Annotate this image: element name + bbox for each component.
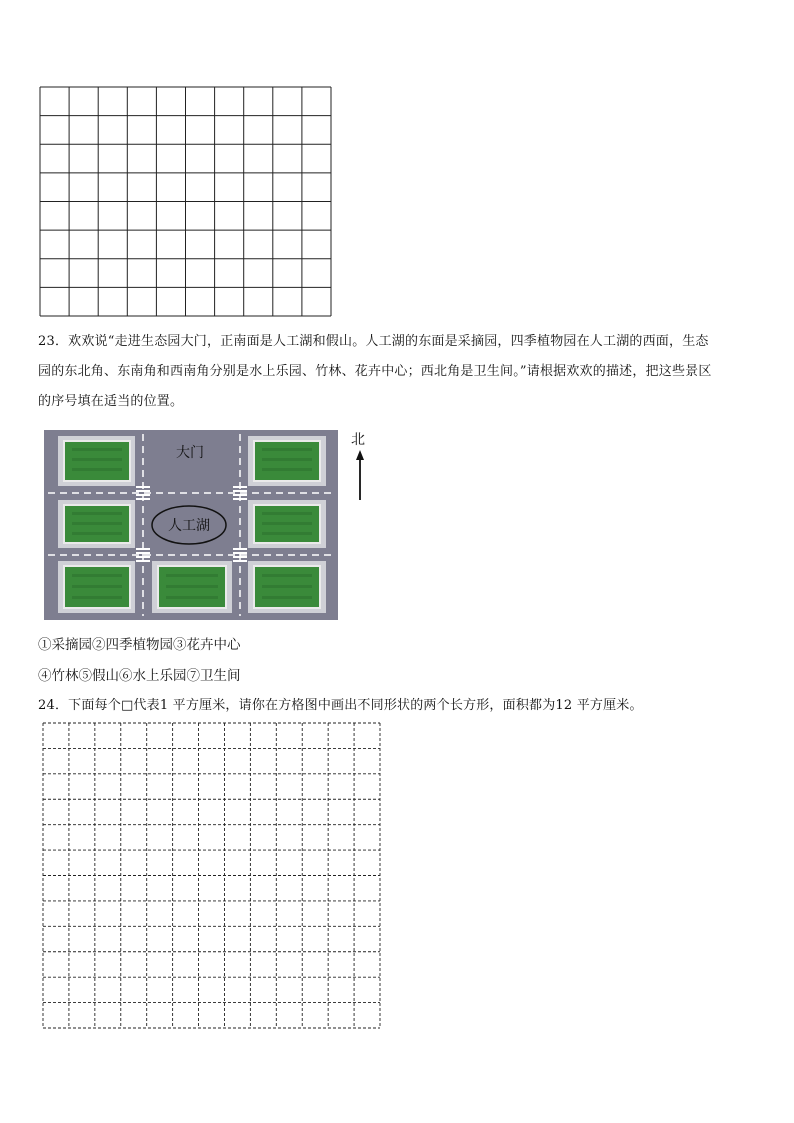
question-24-text [38,691,768,721]
north-arrow [346,428,376,502]
park-map [44,430,338,620]
lake-label: 人工湖 [168,518,210,534]
gate-label: 大门 [176,445,204,461]
legend-line-1: ①采摘园②四季植物园③花卉中心 [38,637,241,653]
north-label: 北 [351,432,365,448]
q23-line-2: 园的东北角、东南角和西南角分别是水上乐园、竹林、花卉中心；西北角是卫生间。”请根据欢欢的描述，把这些景区 [38,364,712,379]
dashed-answer-grid[interactable] [42,722,381,1029]
q23-line-1: 23．欢欢说“走进生态园大门，正南面是人工湖和假山。人工湖的东面是采摘园，四季植物园在人工湖的西面，生态 [38,334,709,349]
top-answer-grid [39,86,332,317]
q23-line-3: 的序号填在适当的位置。 [38,394,184,409]
question-23-text [38,327,768,417]
north-arrow-head-icon [356,450,364,460]
legend-line-2: ④竹林⑤假山⑥水上乐园⑦卫生间 [38,668,241,684]
q24-line: 24．下面每个□代表1 平方厘米，请你在方格图中画出不同形状的两个长方形，面积都为12 平方厘米。 [38,698,643,713]
